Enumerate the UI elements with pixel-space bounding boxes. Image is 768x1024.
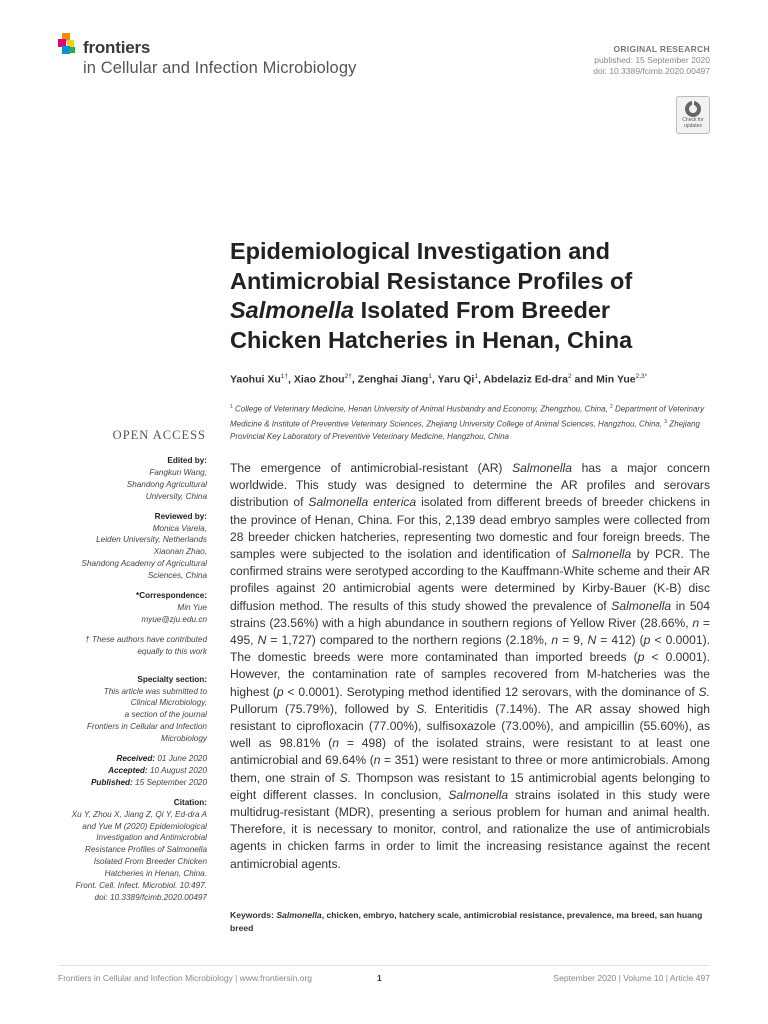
author-name[interactable]: Zenghai Jiang bbox=[357, 373, 429, 386]
footer-journal-link[interactable]: Frontiers in Cellular and Infection Microbiology | www.frontiersin.org bbox=[58, 973, 313, 983]
author-affiliation-marker: 2† bbox=[344, 373, 352, 380]
reviewer-lines: Monica Varela, Leiden University, Netherlands Xiaonan Zhao, Shandong Academy of Agricultural Sciences, China bbox=[81, 523, 207, 581]
keywords-label: Keywords: bbox=[230, 910, 274, 920]
author-affiliation-marker: 2,3* bbox=[635, 373, 648, 380]
published-date: published: 15 September 2020 bbox=[594, 55, 710, 65]
article-type: ORIGINAL RESEARCH bbox=[613, 44, 710, 54]
author-separator: , bbox=[351, 373, 358, 386]
author-affiliation-marker: 1† bbox=[280, 373, 288, 380]
footer-issue-info: September 2020 | Volume 10 | Article 497 bbox=[553, 973, 710, 983]
author-separator: , bbox=[288, 373, 294, 386]
brand-name[interactable]: frontiers bbox=[83, 38, 151, 57]
author-affiliation-marker: 1 bbox=[428, 373, 432, 380]
reviewed-by-label: Reviewed by: bbox=[154, 511, 207, 521]
article-info-sidebar bbox=[58, 455, 207, 904]
author-affiliation-marker: 1 bbox=[474, 373, 478, 380]
equal-contribution-note: † These authors have contributed equally to this work bbox=[85, 634, 207, 656]
corresponding-author: Min Yue bbox=[177, 602, 207, 612]
author-name[interactable]: Yaohui Xu bbox=[230, 373, 281, 386]
footer-divider bbox=[58, 965, 710, 966]
journal-name: in Cellular and Infection Microbiology bbox=[83, 59, 357, 77]
author-name[interactable]: Yaru Qi bbox=[437, 373, 475, 386]
abstract-text: The emergence of antimicrobial-resistant (AR) Salmonella has a major concern worldwide. This study was designed to determine the AR profiles and serovars distribution of Salmonella enterica isolated from different breeds of breeder chickens in the province of Henan, China. For this, 2,139 dead embryo samples were collected from 28 breeder chicken hatcheries, representing two domestic and four foreign breeds. The samples were subjected to the isolation and identification of Salmonella by PCR. The confirmed strains were serotyped according to the Kauffmann-White scheme and their AR profiles against 20 antimicrobial agents were determined by Kirby-Bauer (K-B) disc diffusion method. The results of this study showed the prevalence of Salmonella in 504 strains (23.56%) with a high abundance in southern regions of Yellow River (28.66%, n = 495, N = 1,727) compared to the northern regions (2.18%, n = 9, N = 412) (p < 0.0001). The domestic breeds were more contaminated than imported breeds (p < 0.0001). However, the contamination rate of samples recovered from M-hatcheries was the highest (p < 0.0001). Serotyping method identified 12 serovars, with the dominance of S. Pullorum (75.79%), followed by S. Enteritidis (7.14%). The AR assay showed high resistant to ciprofloxacin (77.00%), sulfisoxazole (73.00%), and ampicillin (55.60%), as well as 98.81% (n = 498) of the isolated strains, were resistant to at least one antimicrobial and 69.64% (n = 351) were resistant to three or more antimicrobials. Among them, one strain of S. Thompson was resistant to 15 antimicrobial agents belonging to eight different classes. In conclusion, Salmonella strains isolated in this study were multidrug-resistant (MDR), presenting a serious problem for human and animal health. Therefore, it is necessary to monitor, control, and rationalize the use of antimicrobials agents in chicken farms in order to limit the increasing resistance against the recent antimicrobial agents. bbox=[230, 461, 710, 871]
received-date: Received: 01 June 2020 bbox=[116, 754, 207, 764]
correspondence-label: *Correspondence: bbox=[136, 591, 207, 601]
author-separator: , bbox=[431, 373, 438, 386]
check-updates-icon bbox=[684, 100, 702, 118]
published-date-sidebar: Published: 15 September 2020 bbox=[90, 777, 207, 787]
author-name[interactable]: Xiao Zhou bbox=[293, 373, 345, 386]
citation-doi-link[interactable]: doi: 10.3389/fcimb.2020.00497 bbox=[94, 893, 207, 902]
keywords: Keywords: Salmonella, chicken, embryo, hatchery scale, antimicrobial resistance, prevalence, ma breed, san huang breed bbox=[230, 910, 703, 933]
edited-by-label: Edited by: bbox=[167, 456, 207, 465]
frontiers-logo-icon bbox=[58, 33, 78, 59]
open-access-label: OPEN ACCESS bbox=[112, 428, 206, 442]
editor-lines: Fangkun Wang, Shandong Agricultural University, China bbox=[126, 467, 207, 501]
accepted-date: Accepted: 10 August 2020 bbox=[108, 765, 207, 775]
author-affiliation-marker: 2 bbox=[568, 373, 572, 380]
affiliations: $^1$ College of Veterinary Medicine, Henan University of Animal Husbandry and Economy, Zhengzhou, China, $^2$ Department of Veterinary Medicine & Institute of Preventive Veterinary Sciences, Zhejiang University College of Animal Sciences, Hangzhou, China, $^3$ Zhejiang Provincial Key Laboratory of Preventive Veterinary Medicine, Hangzhou, China bbox=[230, 404, 705, 442]
article-title: Epidemiological Investigation and Antimicrobial Resistance Profiles of Salmonella Isolated From Breeder Chicken Hatcheries in Henan, China bbox=[230, 238, 633, 353]
author-name[interactable]: Abdelaziz Ed-dra bbox=[483, 373, 568, 386]
citation-label: Citation: bbox=[173, 797, 207, 807]
correspondence-email-link[interactable]: myue@zju.edu.cn bbox=[141, 614, 207, 624]
citation-lines: Xu Y, Zhou X, Jiang Z, Qi Y, Ed-dra A and Yue M (2020) Epidemiological Investigation and Antimicrobial Resistance Profiles of Salmonella Isolated From Breeder Chicken Hatcheries in Henan, China. Front. Cell. Infect. Microbiol. 10:497. doi: 10.3389/fcimb.2020.00497 bbox=[58, 809, 207, 904]
specialty-section-label: Specialty section: bbox=[137, 674, 207, 684]
check-for-updates-button[interactable] bbox=[676, 96, 710, 134]
author-list bbox=[230, 373, 710, 386]
check-updates-label: Check for updates bbox=[682, 117, 704, 129]
page-number: 1 bbox=[377, 973, 382, 983]
author-separator: , bbox=[477, 373, 484, 386]
author-separator: and bbox=[571, 373, 597, 386]
specialty-lines: This article was submitted to Clinical Microbiology, a section of the journal Frontiers in Cellular and Infection Microbiology bbox=[86, 686, 207, 744]
doi-link[interactable]: doi: 10.3389/fcimb.2020.00497 bbox=[593, 66, 710, 76]
author-name[interactable]: Min Yue bbox=[596, 373, 636, 386]
